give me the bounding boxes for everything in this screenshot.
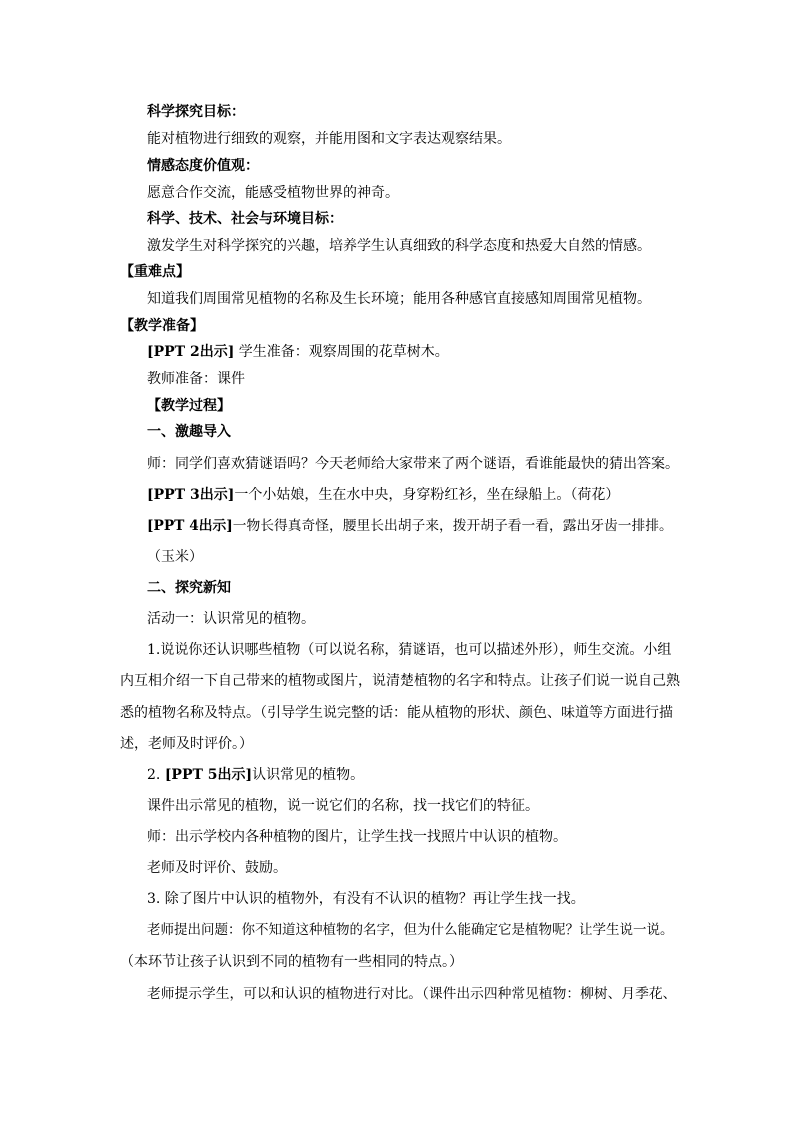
paragraph-stse-goal: 激发学生对科学探究的兴趣，培养学生认真细致的科学态度和热爱大自然的情感。 — [147, 238, 651, 254]
paragraph-courseware: 课件出示常见的植物，说一说它们的名称，找一找它们的特征。 — [147, 798, 539, 814]
heading-intro: 一、激趣导入 — [147, 424, 231, 440]
heading-explore: 二、探究新知 — [147, 580, 231, 596]
heading-stse-goal: 科学、技术、社会与环境目标： — [147, 211, 343, 227]
ppt5-text: 认识常见的植物。 — [252, 767, 365, 783]
heading-science-inquiry-goal: 科学探究目标： — [147, 104, 245, 120]
paragraph-hint: 老师提示学生，可以和认识的植物进行对比。（课件出示四种常见植物：柳树、月季花、 — [147, 986, 677, 1002]
ppt2-tag: [PPT 2出示] — [147, 344, 235, 360]
paragraph-step-one-line4: 述，老师及时评价。） — [120, 736, 253, 752]
paragraph-praise: 老师及时评价、鼓励。 — [147, 860, 287, 876]
paragraph-activity-one: 活动一：认识常见的植物。 — [147, 611, 315, 627]
ppt3-text: 一个小姑娘，生在水中央，身穿粉红衫，坐在绿船上。（荷花） — [234, 487, 620, 503]
paragraph-question-line2: （本环节让孩子认识到不同的植物有一些相同的特点。） — [120, 954, 463, 970]
paragraph-step-one-line2: 内互相介绍一下自己带来的植物或图片，说清楚植物的名字和特点。让孩子们说一说自己熟 — [120, 673, 680, 689]
paragraph-emotion-values: 愿意合作交流，能感受植物世界的神奇。 — [147, 185, 399, 201]
paragraph-riddle-corn — [147, 516, 673, 536]
heading-emotion-values: 情感态度价值观： — [147, 158, 259, 174]
ppt5-tag: [PPT 5出示] — [164, 767, 253, 783]
ppt3-tag: [PPT 3出示] — [147, 487, 235, 503]
heading-teaching-process: 【教学过程】 — [147, 398, 231, 414]
paragraph-step-one-line3: 悉的植物名称及特点。（引导学生说完整的话：能从植物的形状、颜色、味道等方面进行描 — [120, 705, 673, 721]
paragraph-step-one-line1: 1.说说你还认识哪些植物（可以说名称，猜谜语，也可以描述外形），师生交流。小组 — [147, 642, 672, 658]
heading-teaching-preparation: 【教学准备】 — [120, 318, 204, 334]
heading-key-points: 【重难点】 — [120, 264, 190, 280]
ppt4-tag: [PPT 4出示] — [147, 518, 233, 534]
paragraph-question-line1: 老师提出问题：你不知道这种植物的名字，但为什么能确定它是植物呢？让学生说一说。 — [147, 922, 674, 938]
ppt4-text: 一物长得真奇怪，腰里长出胡子来，拨开胡子看一看，露出牙齿一排排。 — [232, 518, 673, 534]
paragraph-step-three: 3. 除了图片中认识的植物外，有没有不认识的植物？再让学生找一找。 — [147, 891, 585, 907]
step-two-number: 2. — [147, 767, 165, 783]
paragraph-science-inquiry-goal: 能对植物进行细致的观察，并能用图和文字表达观察结果。 — [147, 131, 511, 147]
paragraph-step-two — [147, 765, 364, 785]
paragraph-school-plants: 师：出示学校内各种植物的图片，让学生找一找照片中认识的植物。 — [147, 829, 567, 845]
paragraph-intro: 师：同学们喜欢猜谜语吗？今天老师给大家带来了两个谜语，看谁能最快的猜出答案。 — [147, 456, 679, 472]
paragraph-key-points: 知道我们周围常见植物的名称及生长环境；能用各种感官直接感知周围常见植物。 — [147, 291, 651, 307]
paragraph-riddle-lotus — [147, 485, 619, 505]
ppt2-text: 学生准备：观察周围的花草树木。 — [234, 344, 449, 360]
paragraph-teacher-preparation: 教师准备：课件 — [147, 371, 245, 387]
paragraph-student-preparation — [147, 342, 449, 362]
paragraph-corn-answer: （玉米） — [147, 549, 203, 565]
